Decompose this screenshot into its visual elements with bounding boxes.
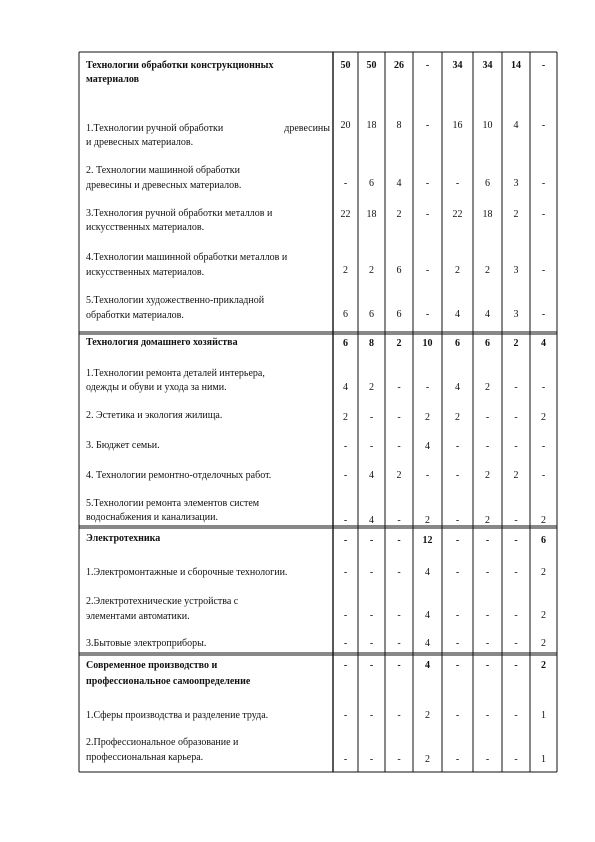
item-label-line: 5.Технологии художественно-прикладной [86,295,265,306]
item-label-line: профессиональная карьера. [86,752,204,763]
value-cell: 4 [455,382,460,393]
value-cell: 4 [343,382,348,393]
section-total-cell: 6 [455,338,460,349]
value-cell: - [369,638,374,649]
value-cell: 4 [425,441,430,452]
value-cell: - [514,382,518,393]
value-cell: - [514,754,518,765]
value-cell: - [343,710,348,721]
section-total-cell: - [514,535,518,546]
section-total-cell: 4 [541,338,546,349]
value-cell: - [455,515,460,526]
value-cell: 3 [513,265,519,276]
value-cell: - [369,567,374,578]
value-cell: 2 [541,567,546,578]
item-label-line: 2.Электротехнические устройства с [86,596,239,607]
section-title: Современное производство и [86,660,218,671]
value-cell: - [514,412,518,423]
value-cell: 4 [425,610,430,621]
value-cell: 2 [455,265,460,276]
item-label-line: 2. Технологии машинной обработки [86,165,240,176]
value-cell: 22 [340,209,351,220]
section-total-cell: 6 [343,338,348,349]
section-total-cell: 8 [369,338,374,349]
value-cell: 6 [369,309,374,320]
section-total-cell: 10 [422,338,433,349]
value-cell: - [485,610,490,621]
value-cell: 2 [396,209,402,220]
item-label-line: обработки материалов. [86,310,184,321]
item-label-fragment: 1.Технологии ручной обработки [86,123,224,134]
value-cell: - [425,309,430,320]
value-cell: - [343,754,348,765]
section-total-cell: - [343,660,348,671]
section-total-cell: 2 [541,660,546,671]
value-cell: - [455,638,460,649]
item-label-line: 3.Технология ручной обработки металлов и [86,208,273,219]
section-total-cell: 12 [422,535,433,546]
value-cell: - [541,441,546,452]
value-cell: - [514,567,518,578]
value-cell: - [514,441,518,452]
value-cell: 6 [396,265,402,276]
section-total-cell: 34 [452,60,463,71]
value-cell: 1 [541,710,546,721]
value-cell: 3 [513,309,519,320]
value-cell: 6 [369,178,374,189]
value-cell: 2 [425,412,430,423]
value-cell: - [541,120,546,131]
value-cell: - [397,754,401,765]
value-cell: 2 [513,209,519,220]
value-cell: - [425,265,430,276]
value-cell: - [369,754,374,765]
value-cell: 2 [425,754,430,765]
section-total-cell: - [343,535,348,546]
value-cell: 22 [452,209,463,220]
value-cell: - [485,412,490,423]
value-cell: 6 [396,309,402,320]
section-total-cell: - [369,535,374,546]
item-label-line: искусственных материалов. [86,222,205,233]
section-total-cell: 50 [366,60,377,71]
value-cell: 2 [541,412,546,423]
item-label-line: 5.Технологии ремонта элементов систем [86,498,260,509]
value-cell: - [397,567,401,578]
item-label-line: искусственных материалов. [86,267,205,278]
value-cell: 2 [513,470,519,481]
value-cell: 18 [366,209,377,220]
value-cell: - [425,120,430,131]
item-label-line [86,123,330,135]
value-cell: - [485,754,490,765]
value-cell: 4 [369,470,374,481]
value-cell: - [397,638,401,649]
section-total-cell: - [397,535,401,546]
value-cell: 2 [425,710,430,721]
item-label-line: 2. Эстетика и экология жилища. [86,410,223,421]
value-cell: 2 [541,610,546,621]
value-cell: - [541,265,546,276]
section-total-cell: - [425,60,430,71]
section-title: материалов [86,74,140,85]
value-cell: - [455,754,460,765]
item-label-line: древесины и древесных материалов. [86,180,242,191]
value-cell: - [485,567,490,578]
value-cell: 2 [343,265,348,276]
value-cell: - [343,638,348,649]
value-cell: - [425,382,430,393]
item-label-line: одежды и обуви и ухода за ними. [86,382,227,393]
section-total-cell: - [485,660,490,671]
value-cell: - [343,610,348,621]
section-total-cell: 6 [541,535,546,546]
value-cell: 4 [513,120,519,131]
section-title: Электротехника [86,533,161,544]
item-label-line: 2.Профессиональное образование и [86,737,239,748]
value-cell: - [425,209,430,220]
section-total-cell: 50 [340,60,351,71]
value-cell: - [541,470,546,481]
value-cell: 2 [541,638,546,649]
value-cell: - [514,710,518,721]
value-cell: - [397,610,401,621]
value-cell: - [343,470,348,481]
section-total-cell: - [397,660,401,671]
section-total-cell: 34 [482,60,493,71]
value-cell: - [369,610,374,621]
item-label-line: элементами автоматики. [86,611,190,622]
value-cell: 4 [425,638,430,649]
item-label-line: 1.Электромонтажные и сборочные технологии. [86,567,288,578]
value-cell: 4 [485,309,490,320]
value-cell: 2 [485,382,490,393]
value-cell: 2 [485,265,490,276]
section-total-cell: 2 [396,338,402,349]
value-cell: - [425,470,430,481]
value-cell: 2 [343,412,348,423]
value-cell: 4 [369,515,374,526]
section-total-cell: - [455,660,460,671]
section-total-cell: - [485,535,490,546]
section-total-cell: - [514,660,518,671]
value-cell: - [514,515,518,526]
value-cell: - [397,710,401,721]
value-cell: - [397,412,401,423]
value-cell: - [455,441,460,452]
value-cell: - [485,638,490,649]
item-label-line: и древесных материалов. [86,137,194,148]
value-cell: - [343,178,348,189]
value-cell: - [514,638,518,649]
value-cell: 8 [396,120,402,131]
value-cell: 4 [396,178,402,189]
value-cell: - [485,441,490,452]
section-total-cell: 2 [513,338,519,349]
section-total-cell: 6 [485,338,490,349]
section-total-cell: - [541,60,546,71]
item-label-line: 4.Технологии машинной обработки металлов и [86,252,288,263]
item-label-line: 4. Технологии ремонтно-отделочных работ. [86,470,272,481]
value-cell: - [369,441,374,452]
value-cell: 3 [513,178,519,189]
value-cell: - [541,178,546,189]
value-cell: - [485,710,490,721]
value-cell: - [455,710,460,721]
item-label-line: 1.Сферы производства и разделение труда. [86,710,269,721]
value-cell: 2 [455,412,460,423]
value-cell: 6 [485,178,490,189]
value-cell: - [455,178,460,189]
value-cell: - [425,178,430,189]
value-cell: 2 [485,470,490,481]
section-total-cell: 4 [425,660,430,671]
value-cell: 16 [452,120,463,131]
value-cell: - [343,441,348,452]
value-cell: - [343,567,348,578]
value-cell: 2 [369,382,374,393]
value-cell: 4 [425,567,430,578]
section-title: Технология домашнего хозяйства [86,337,238,348]
value-cell: 4 [455,309,460,320]
item-label-line: 3. Бюджет семьи. [86,440,160,451]
value-cell: - [514,610,518,621]
value-cell: - [455,470,460,481]
value-cell: - [455,567,460,578]
value-cell: - [397,441,401,452]
section-title: профессиональное самоопределение [86,676,251,687]
value-cell: - [541,209,546,220]
item-label-line: водоснабжения и канализации. [86,512,218,523]
value-cell: 6 [343,309,348,320]
value-cell: - [397,515,401,526]
value-cell: 2 [396,470,402,481]
section-total-cell: 26 [394,60,404,71]
item-label-line: 3.Бытовые электроприборы. [86,638,207,649]
section-title: Технологии обработки конструкционных [86,60,274,71]
value-cell: 1 [541,754,546,765]
item-label-fragment: древесины [284,123,330,134]
value-cell: 20 [340,120,351,131]
value-cell: 2 [425,515,430,526]
item-label-line: 1.Технологии ремонта деталей интерьера, [86,368,265,379]
value-cell: - [455,610,460,621]
value-cell: 10 [482,120,493,131]
section-total-cell: - [369,660,374,671]
value-cell: - [369,412,374,423]
value-cell: - [541,309,546,320]
value-cell: - [343,515,348,526]
value-cell: 2 [485,515,490,526]
value-cell: - [397,382,401,393]
section-total-cell: - [455,535,460,546]
value-cell: 18 [366,120,377,131]
value-cell: 2 [369,265,374,276]
section-total-cell: 14 [511,60,521,71]
value-cell: 18 [482,209,493,220]
value-cell: - [369,710,374,721]
value-cell: 2 [541,515,546,526]
value-cell: - [541,382,546,393]
